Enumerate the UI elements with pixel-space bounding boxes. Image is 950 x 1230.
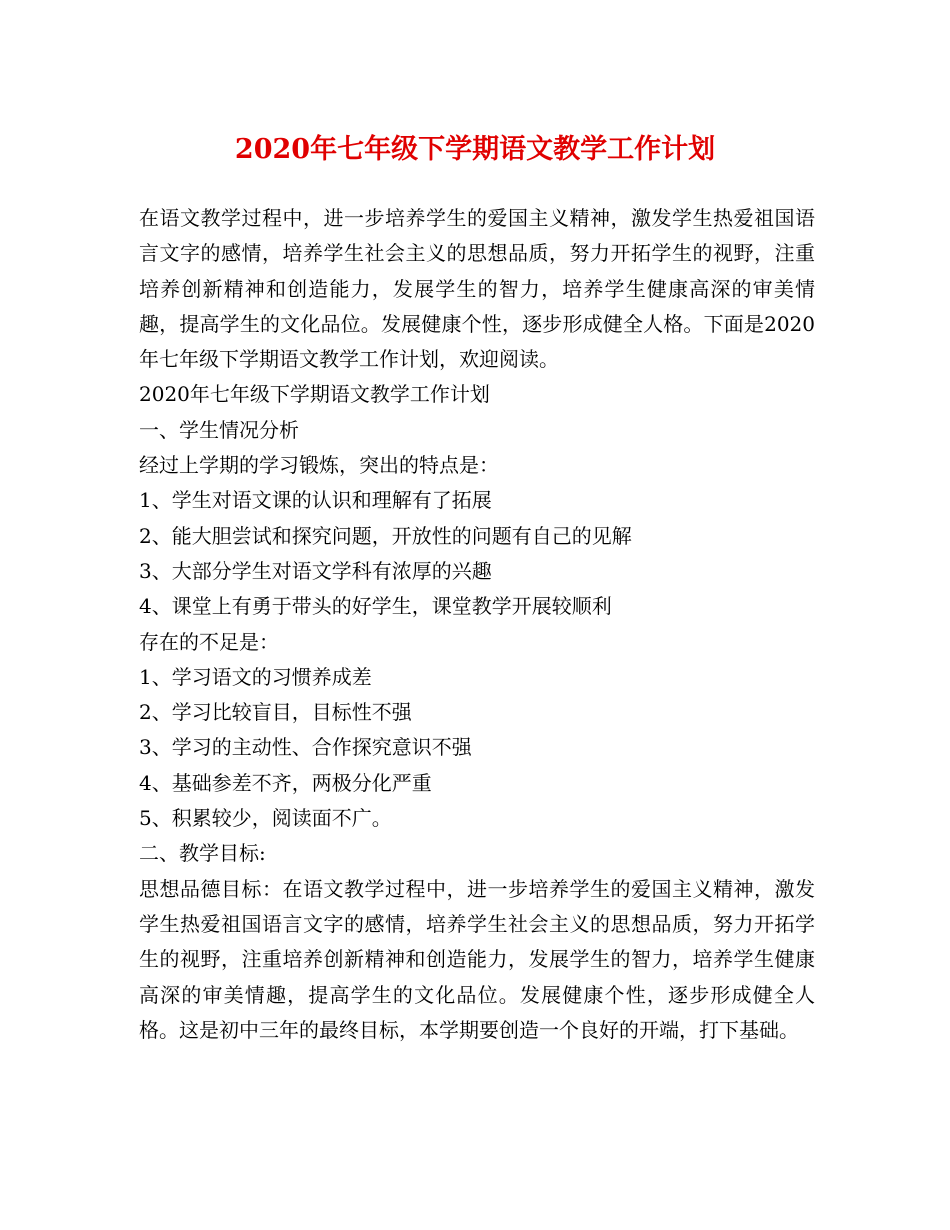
subtitle-line: 2020年七年级下学期语文教学工作计划 — [139, 382, 490, 407]
strength-item: 3、大部分学生对语文学科有浓厚的兴趣 — [139, 558, 492, 583]
weaknesses-intro: 存在的不足是： — [139, 629, 279, 654]
section-heading-teaching-goals: 二、教学目标: — [139, 841, 266, 866]
weakness-item: 4、基础参差不齐，两极分化严重 — [139, 770, 432, 795]
intro-paragraph: 在语文教学过程中，进一步培养学生的爱国主义精神，激发学生热爱祖国语言文字的感情，培养学生社会主义的思想品质，努力开拓学生的视野，注重培养创新精神和创造能力，发展学生的智力，培养学生健康高深的审美情趣，提高学生的文化品位。发展健康个性，逐步形成健全人格。下面是2020年七年级下学期语文教学工作计划，欢迎阅读。 — [139, 206, 815, 372]
weakness-item: 5、积累较少，阅读面不广。 — [139, 806, 392, 831]
strength-item: 2、能大胆尝试和探究问题，开放性的问题有自己的见解 — [139, 523, 632, 548]
weakness-item: 3、学习的主动性、合作探究意识不强 — [139, 735, 472, 760]
weakness-item: 2、学习比较盲目，目标性不强 — [139, 700, 412, 725]
document-title: 2020年七年级下学期语文教学工作计划 — [234, 134, 716, 165]
strength-item: 1、学生对语文课的认识和理解有了拓展 — [139, 488, 492, 513]
strengths-intro: 经过上学期的学习锻炼，突出的特点是： — [139, 453, 499, 478]
moral-goal-paragraph: 思想品德目标：在语文教学过程中，进一步培养学生的爱国主义精神，激发学生热爱祖国语言文字的感情，培养学生社会主义的思想品质，努力开拓学生的视野，注重培养创新精神和创造能力，发展学生的智力，培养学生健康高深的审美情趣，提高学生的文化品位。发展健康个性，逐步形成健全人格。这是初中三年的最终目标，本学期要创造一个良好的开端，打下基础。 — [139, 876, 815, 1042]
strength-item: 4、课堂上有勇于带头的好学生，课堂教学开展较顺利 — [139, 594, 612, 619]
weakness-item: 1、学习语文的习惯养成差 — [139, 664, 372, 689]
section-heading-student-analysis: 一、学生情况分析 — [139, 417, 299, 442]
document-body — [139, 201, 815, 1048]
